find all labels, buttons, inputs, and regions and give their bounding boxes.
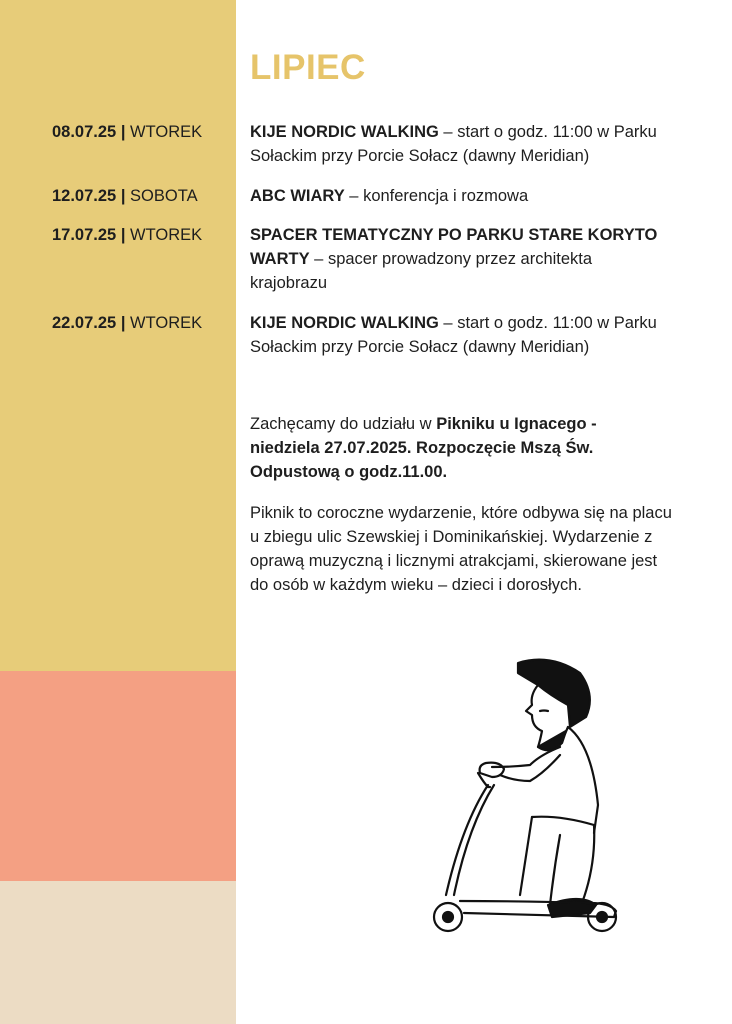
left-band-beige [0, 881, 236, 1024]
event-description: SPACER TEMATYCZNY PO PARKU STARE KORYTO WARTY – spacer prowadzony przez architekta krajobrazu [250, 226, 658, 292]
event-date: 22.07.25 | WTOREK [52, 314, 203, 332]
left-band-yellow [0, 0, 236, 671]
event-date: 17.07.25 | WTOREK [52, 226, 203, 244]
event-description: KIJE NORDIC WALKING – start o godz. 11:00 w Parku Sołackim przy Porcie Sołacz (dawny Meridian) [250, 123, 657, 165]
picnic-description: Piknik to coroczne wydarzenie, które odbywa się na placu u zbiegu ulic Szewskiej i Dominikańskiej. Wydarzenie z oprawą muzyczną i licznymi atrakcjami, skierowane jest do osób w każdym wieku – dzieci i dorosłych. [250, 504, 672, 594]
scooter-rider-illustration [420, 655, 635, 945]
month-heading: LIPIEC [250, 48, 366, 87]
event-date: 08.07.25 | WTOREK [52, 123, 203, 141]
event-description: ABC WIARY – konferencja i rozmowa [250, 187, 529, 205]
event-date: 12.07.25 | SOBOTA [52, 187, 198, 205]
picnic-invitation: Zachęcamy do udziału w Pikniku u Ignacego - niedziela 27.07.2025. Rozpoczęcie Mszą Św. Odpustową o godz.11.00. [250, 415, 597, 481]
left-band-salmon [0, 671, 236, 881]
event-description: KIJE NORDIC WALKING – start o godz. 11:00 w Parku Sołackim przy Porcie Sołacz (dawny Meridian) [250, 314, 657, 356]
